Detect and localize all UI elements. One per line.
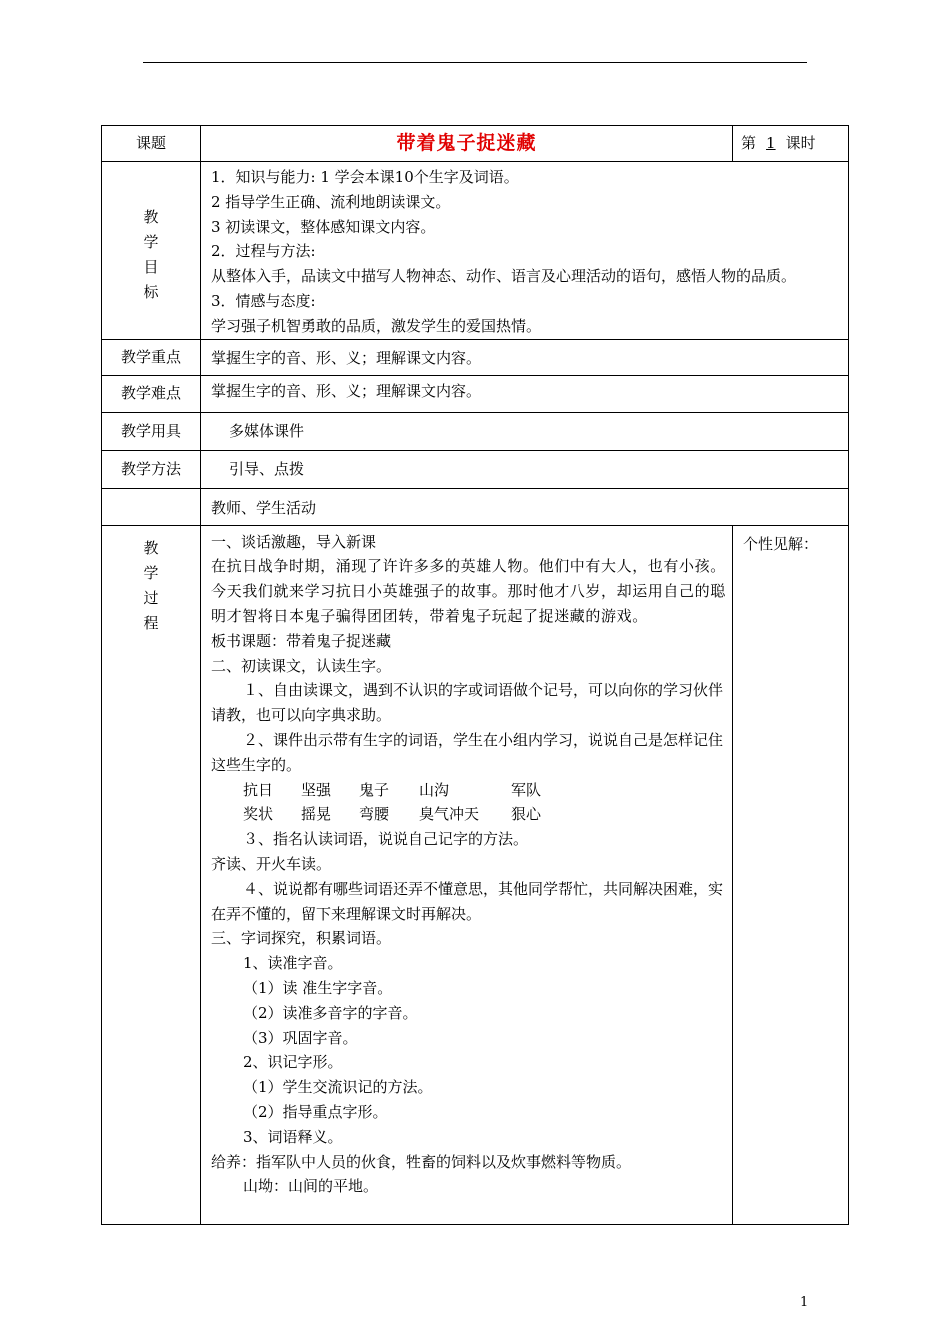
vocab-word: 军队 bbox=[511, 780, 542, 799]
lesson-suffix: 课时 bbox=[785, 134, 816, 152]
process-label-char: 学 bbox=[143, 563, 159, 582]
page-number: 1 bbox=[800, 1295, 809, 1310]
goal-line: 3．情感与态度: bbox=[211, 291, 316, 310]
tools-label: 教学用具 bbox=[102, 412, 201, 450]
lesson-plan-table bbox=[101, 125, 849, 1225]
vocab-word: 奖状 bbox=[243, 805, 274, 824]
process-paragraph bbox=[211, 678, 726, 728]
goals-label-char: 标 bbox=[143, 283, 159, 302]
tools-row bbox=[102, 412, 849, 450]
process-line: 山坳：山间的平地。 bbox=[243, 1177, 379, 1196]
goals-content bbox=[201, 162, 849, 340]
goals-row bbox=[102, 162, 849, 340]
vocab-word: 臭气冲天 bbox=[419, 805, 480, 824]
goals-label-char: 目 bbox=[143, 258, 159, 277]
goals-label-char: 学 bbox=[143, 233, 159, 252]
goal-line: 2 指导学生正确、流利地朗读课文。 bbox=[211, 192, 451, 211]
process-line: 1、读准字音。 bbox=[243, 954, 343, 973]
goal-line: 2．过程与方法: bbox=[211, 242, 316, 261]
methods-label: 教学方法 bbox=[102, 450, 201, 488]
process-step-1: １、自由读课文，遇到不认识的字或词语做个记号，可以向你的学习伙伴请教，也可以向字典求助。 bbox=[211, 681, 724, 725]
vocab-word: 狠心 bbox=[511, 805, 542, 824]
process-label-char: 过 bbox=[143, 588, 159, 607]
goal-line: 从整体入手，品读文中描写人物神态、动作、语言及心理活动的语句，感悟人物的品质。 bbox=[211, 267, 797, 286]
activities-header-row bbox=[102, 488, 849, 525]
topic-row bbox=[102, 126, 849, 162]
process-line: 板书课题：带着鬼子捉迷藏 bbox=[211, 631, 392, 650]
difficulties-text: 掌握生字的音、形、义；理解课文内容。 bbox=[201, 375, 849, 412]
tools-text: 多媒体课件 bbox=[201, 412, 849, 450]
process-line: 三、字词探究，积累词语。 bbox=[211, 929, 392, 948]
vocab-row-2 bbox=[211, 802, 726, 827]
vocab-row-1 bbox=[211, 778, 726, 803]
process-line: （1）学生交流识记的方法。 bbox=[243, 1078, 433, 1097]
key-points-text: 掌握生字的音、形、义；理解课文内容。 bbox=[201, 339, 849, 375]
process-paragraph bbox=[211, 877, 726, 927]
key-points-label: 教学重点 bbox=[102, 339, 201, 375]
goal-line: 3 初读课文，整体感知课文内容。 bbox=[211, 217, 436, 236]
goal-line: 学习强子机智勇敢的品质，激发学生的爱国热情。 bbox=[211, 316, 542, 335]
topic-label: 课题 bbox=[102, 126, 201, 162]
vocab-word: 弯腰 bbox=[359, 805, 390, 824]
process-step-4: ４、说说都有哪些词语还弄不懂意思，其他同学帮忙，共同解决困难，实在弄不懂的，留下来理解课文时再解决。 bbox=[211, 879, 724, 923]
process-line: 给养：指军队中人员的伙食，牲畜的饲料以及炊事燃料等物质。 bbox=[211, 1152, 632, 1171]
process-line: （3）巩固字音。 bbox=[243, 1028, 358, 1047]
difficulties-label: 教学难点 bbox=[102, 375, 201, 412]
process-line: （2）指导重点字形。 bbox=[243, 1102, 388, 1121]
process-label bbox=[102, 525, 201, 1224]
goal-line: 1．知识与能力: 1 学会本课10个生字及词语。 bbox=[211, 168, 519, 186]
empty-label-cell bbox=[102, 488, 201, 525]
goals-label-char: 教 bbox=[143, 208, 159, 227]
vocab-word: 摇晃 bbox=[301, 805, 332, 824]
process-line: ３、指名认读词语，说说自己记字的方法。 bbox=[243, 830, 529, 849]
process-label-char: 教 bbox=[143, 538, 159, 557]
goals-label bbox=[102, 162, 201, 340]
activities-header: 教师、学生活动 bbox=[201, 488, 849, 525]
header-divider bbox=[143, 62, 807, 63]
process-line: 二、初读课文，认读生字。 bbox=[211, 656, 392, 675]
methods-row bbox=[102, 450, 849, 488]
key-points-row bbox=[102, 339, 849, 375]
process-paragraph: 在抗日战争时期，涌现了许许多多的英雄人物。他们中有大人，也有小孩。今天我们就来学习抗日小英雄强子的故事。那时他才八岁，却运用自己的聪明才智将日本鬼子骗得团团转，带着鬼子玩起了捉迷藏的游戏。 bbox=[211, 557, 726, 625]
process-line: 2、识记字形。 bbox=[243, 1053, 343, 1072]
vocab-word: 鬼子 bbox=[359, 780, 390, 799]
lesson-number: 1 bbox=[766, 134, 776, 152]
process-line: （2）读准多音字的字音。 bbox=[243, 1003, 418, 1022]
process-line: （1）读 准生字字音。 bbox=[243, 978, 393, 997]
difficulties-row bbox=[102, 375, 849, 412]
process-label-char: 程 bbox=[143, 613, 159, 632]
process-content bbox=[201, 525, 733, 1224]
process-row bbox=[102, 525, 849, 1224]
methods-text: 引导、点拨 bbox=[201, 450, 849, 488]
vocab-word: 抗日 bbox=[243, 780, 274, 799]
process-line: 一、谈话激趣，导入新课 bbox=[211, 532, 377, 551]
process-line: 齐读、开火车读。 bbox=[211, 854, 332, 873]
vocab-word: 坚强 bbox=[301, 780, 332, 799]
lesson-title: 带着鬼子捉迷藏 bbox=[201, 126, 733, 162]
notes-cell: 个性见解： bbox=[733, 525, 849, 1224]
process-step-2: ２、课件出示带有生字的词语，学生在小组内学习，说说自己是怎样记住这些生字的。 bbox=[211, 730, 724, 774]
vocab-word: 山沟 bbox=[419, 780, 450, 799]
process-paragraph bbox=[211, 728, 726, 778]
process-line: 3、词语释义。 bbox=[243, 1127, 343, 1146]
lesson-number-cell bbox=[733, 126, 849, 162]
lesson-prefix: 第 bbox=[741, 134, 757, 152]
